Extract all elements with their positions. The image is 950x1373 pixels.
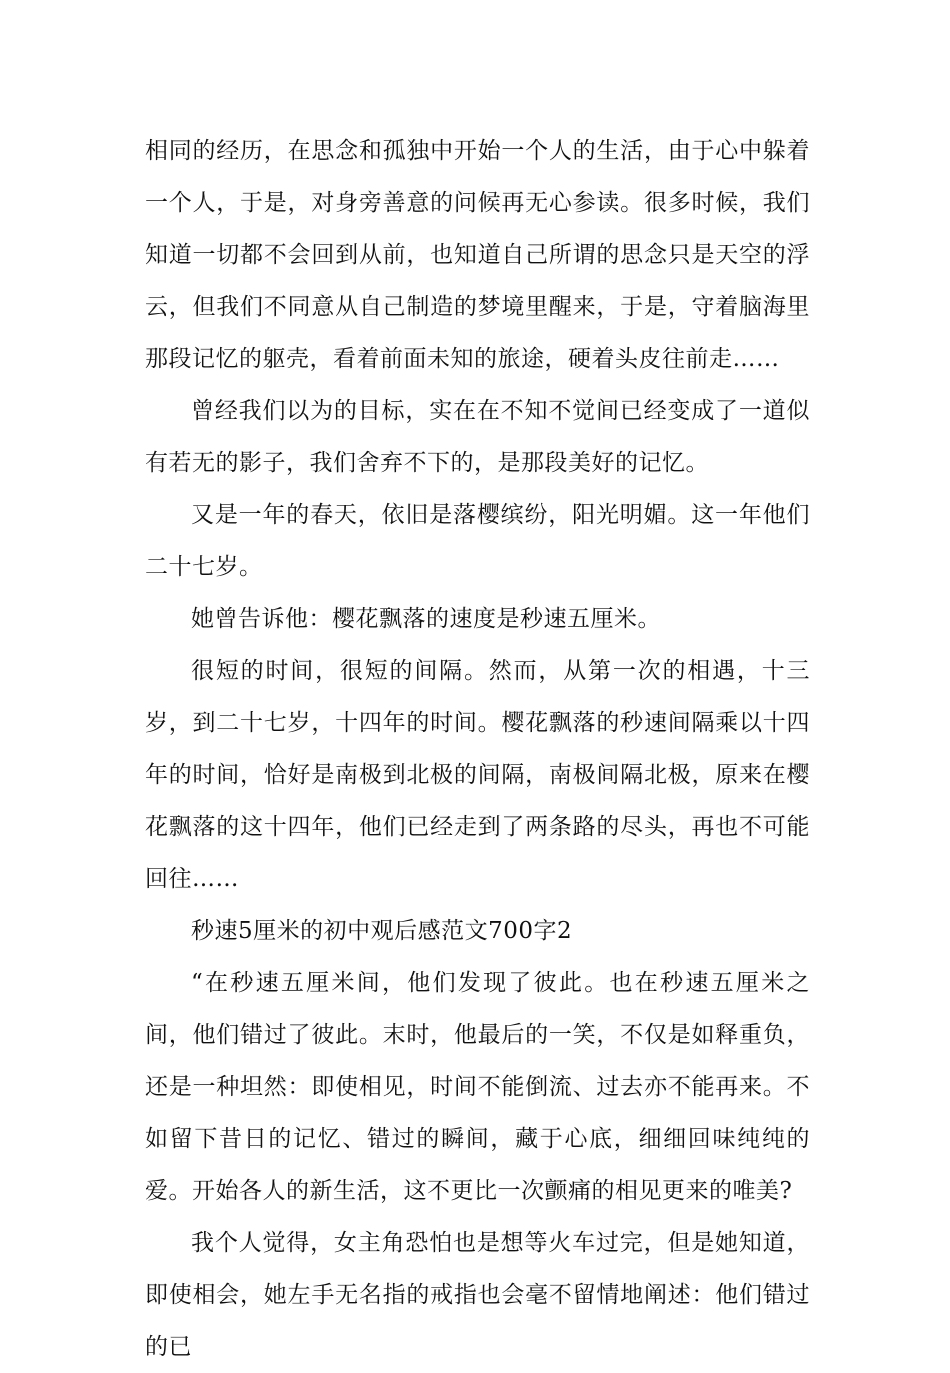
- paragraph-4: 她曾告诉他：樱花飘落的速度是秒速五厘米。: [191, 606, 661, 632]
- section-heading: 秒速5厘米的初中观后感范文700字2: [191, 918, 573, 944]
- paragraph-5: 很短的时间，很短的间隔。然而，从第一次的相遇，十三岁，到二十七岁，十四年的时间。樱花飘落的秒速间隔乘以十四年的时间，恰好是南极到北极的间隔，南极间隔北极，原来在樱花飘落的这十四年，他们已经走到了两条路的尽头，再也不可能回往……: [145, 658, 810, 892]
- paragraph-1: 相同的经历，在思念和孤独中开始一个人的生活，由于心中躲着一个人，于是，对身旁善意的问候再无心参读。很多时候，我们知道一切都不会回到从前，也知道自己所谓的思念只是天空的浮云，但我们不同意从自己制造的梦境里醒来，于是，守着脑海里那段记忆的躯壳，看着前面未知的旅途，硬着头皮往前走……: [145, 138, 810, 372]
- paragraph-2: 曾经我们以为的目标，实在在不知不觉间已经变成了一道似有若无的影子，我们舍弃不下的，是那段美好的记忆。: [145, 398, 810, 476]
- document-body: [145, 125, 810, 1373]
- paragraph-7: 我个人觉得，女主角恐怕也是想等火车过完，但是她知道，即使相会，她左手无名指的戒指也会毫不留情地阐述：他们错过的已: [145, 1230, 810, 1360]
- paragraph-6: “在秒速五厘米间，他们发现了彼此。也在秒速五厘米之间，他们错过了彼此。末时，他最后的一笑，不仅是如释重负，还是一种坦然：即使相见，时间不能倒流、过去亦不能再来。不如留下昔日的记忆、错过的瞬间，藏于心底，细细回味纯纯的爱。开始各人的新生活，这不更比一次颤痛的相见更来的唯美?: [145, 970, 810, 1204]
- paragraph-3: 又是一年的春天，依旧是落樱缤纷，阳光明媚。这一年他们二十七岁。: [145, 502, 810, 580]
